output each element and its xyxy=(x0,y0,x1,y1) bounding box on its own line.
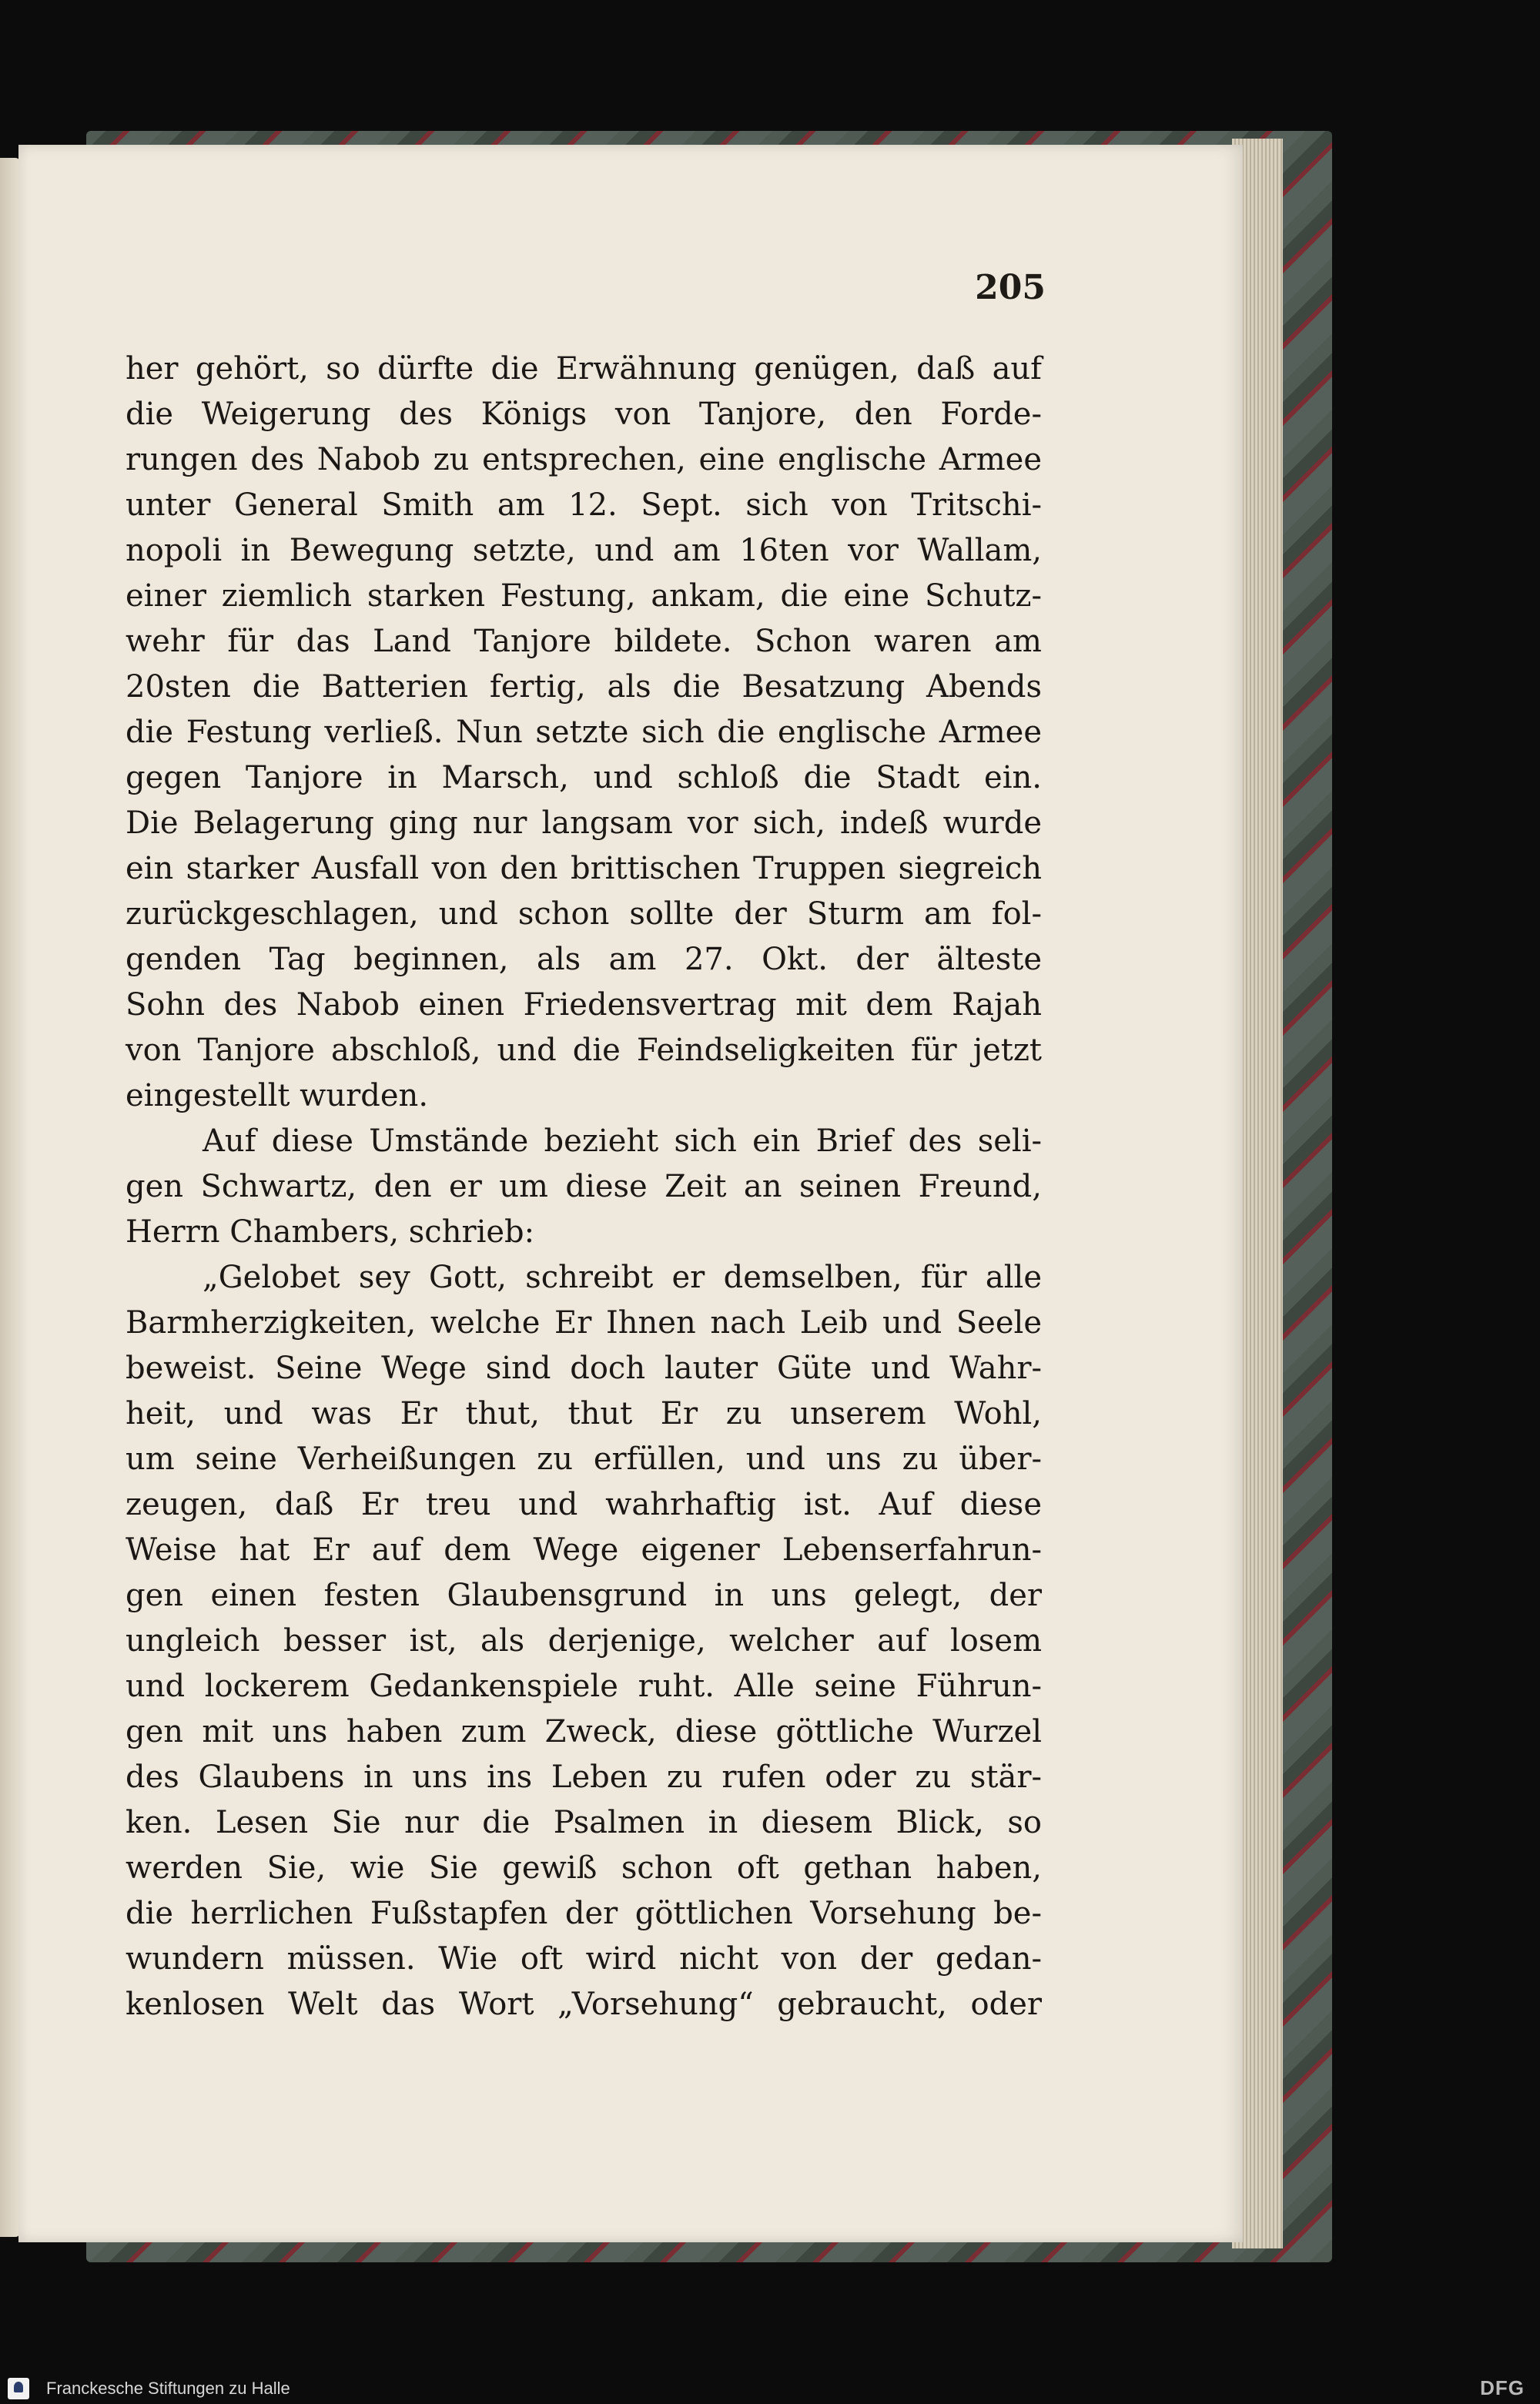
text-line: wehr für das Land Tanjore bildete. Schon waren am xyxy=(126,624,1042,659)
text-line: gen mit uns haben zum Zweck, diese göttliche Wurzel xyxy=(126,1714,1042,1749)
text-line: unter General Smith am 12. Sept. sich von Tritschi- xyxy=(126,487,1042,523)
institution-name: Franckesche Stiftungen zu Halle xyxy=(46,2379,290,2398)
text-line: ken. Lesen Sie nur die Psalmen in diesem Blick, so xyxy=(126,1805,1042,1840)
text-line: wundern müssen. Wie oft wird nicht von der gedan- xyxy=(126,1941,1042,1977)
dfg-logo: DFG xyxy=(1480,2376,1525,2399)
text-line: beweist. Seine Wege sind doch lauter Güte und Wahr- xyxy=(126,1351,1042,1386)
left-page-edge xyxy=(0,158,20,2237)
text-line: rungen des Nabob zu entsprechen, eine englische Armee xyxy=(126,442,1042,477)
text-line: „Gelobet sey Gott, schreibt er demselben, für alle xyxy=(203,1260,1042,1295)
text-line: und lockerem Gedankenspiele ruht. Alle seine Führun- xyxy=(126,1669,1042,1704)
paragraph-1 xyxy=(126,347,1042,1119)
text-line: nopoli in Bewegung setzte, und am 16ten vor Wallam, xyxy=(126,533,1042,568)
page-text xyxy=(126,347,1042,2027)
text-line: von Tanjore abschloß, und die Feindseligkeiten für jetzt xyxy=(126,1033,1042,1068)
text-line: um seine Verheißungen zu erfüllen, und uns zu über- xyxy=(126,1441,1042,1477)
page-number: 205 xyxy=(975,268,1046,307)
text-line: kenlosen Welt das Wort „Vorsehung“ gebraucht, oder xyxy=(126,1987,1042,2022)
text-line: ungleich besser ist, als derjenige, welcher auf losem xyxy=(126,1623,1042,1659)
paragraph-2 xyxy=(126,1119,1042,1255)
text-line: 20sten die Batterien fertig, als die Besatzung Abends xyxy=(126,669,1042,705)
text-line: gen Schwartz, den er um diese Zeit an seinen Freund, xyxy=(126,1169,1042,1204)
paragraph-3-letter xyxy=(126,1255,1042,2027)
text-line: die Festung verließ. Nun setzte sich die englische Armee xyxy=(126,715,1042,750)
text-line: her gehört, so dürfte die Erwähnung genügen, daß auf xyxy=(126,351,1042,387)
text-line: einer ziemlich starken Festung, ankam, die eine Schutz- xyxy=(126,578,1042,614)
text-line: die Weigerung des Königs von Tanjore, den Forde- xyxy=(126,397,1042,432)
text-line: ein starker Ausfall von den brittischen Truppen siegreich xyxy=(126,851,1042,886)
text-line: Herrn Chambers, schrieb: xyxy=(126,1214,535,1250)
institution-logo-icon xyxy=(8,2378,29,2399)
text-line: die herrlichen Fußstapfen der göttlichen Vorsehung be- xyxy=(126,1896,1042,1931)
text-line: genden Tag beginnen, als am 27. Okt. der älteste xyxy=(126,942,1042,977)
text-line: Auf diese Umstände bezieht sich ein Brief des seli- xyxy=(203,1123,1042,1159)
text-line: Weise hat Er auf dem Wege eigener Lebenserfahrun- xyxy=(126,1532,1042,1568)
footer-bar xyxy=(0,2373,1540,2404)
text-line: gegen Tanjore in Marsch, und schloß die Stadt ein. xyxy=(126,760,1042,795)
text-line: Sohn des Nabob einen Friedensvertrag mit dem Rajah xyxy=(126,987,1042,1023)
text-line: zeugen, daß Er treu und wahrhaftig ist. Auf diese xyxy=(126,1487,1042,1522)
text-line: des Glaubens in uns ins Leben zu rufen oder zu stär- xyxy=(126,1759,1042,1795)
text-line: gen einen festen Glaubensgrund in uns gelegt, der xyxy=(126,1578,1042,1613)
text-line: eingestellt wurden. xyxy=(126,1078,429,1113)
text-line: heit, und was Er thut, thut Er zu unserem Wohl, xyxy=(126,1396,1042,1431)
text-line: Barmherzigkeiten, welche Er Ihnen nach Leib und Seele xyxy=(126,1305,1042,1341)
text-line: werden Sie, wie Sie gewiß schon oft gethan haben, xyxy=(126,1850,1042,1886)
text-line: zurückgeschlagen, und schon sollte der Sturm am fol- xyxy=(126,896,1042,932)
text-line: Die Belagerung ging nur langsam vor sich, indeß wurde xyxy=(126,805,1042,841)
